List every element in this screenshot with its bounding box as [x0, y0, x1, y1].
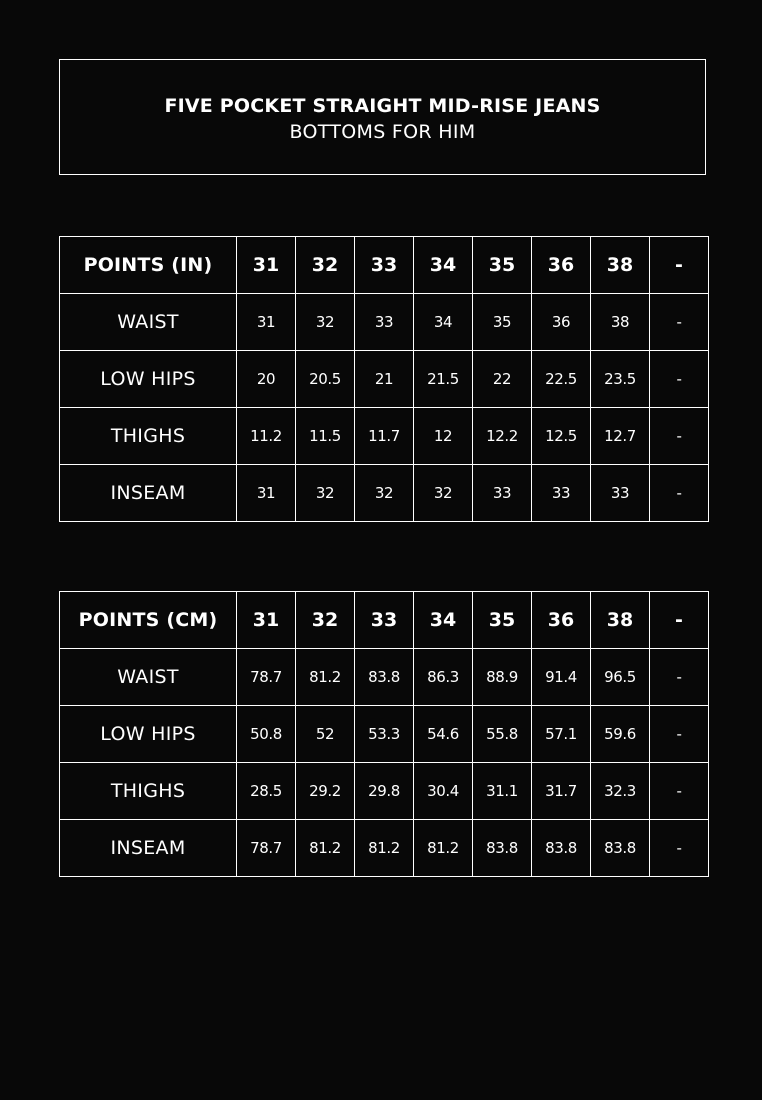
table-cell: 31.1: [473, 763, 532, 820]
size-header: 35: [473, 237, 532, 294]
table-cell: 88.9: [473, 649, 532, 706]
table-cell: 81.2: [296, 820, 355, 877]
table-cell: 91.4: [532, 649, 591, 706]
table-cell: 12.7: [591, 408, 650, 465]
size-table-centimeters: [59, 591, 709, 877]
table-cell: 81.2: [414, 820, 473, 877]
table-row: [60, 408, 709, 465]
table-cell: -: [650, 706, 709, 763]
points-header: POINTS (CM): [60, 592, 237, 649]
table-cell: 83.8: [532, 820, 591, 877]
table-cell: 38: [591, 294, 650, 351]
size-header: 38: [591, 592, 650, 649]
size-header: 38: [591, 237, 650, 294]
table-cell: 12.2: [473, 408, 532, 465]
size-table-inches: [59, 236, 709, 522]
table-cell: 31: [237, 294, 296, 351]
table-cell: -: [650, 351, 709, 408]
row-label: WAIST: [60, 649, 237, 706]
table-cell: 36: [532, 294, 591, 351]
row-label: INSEAM: [60, 465, 237, 522]
size-header: -: [650, 592, 709, 649]
table-cell: 29.8: [355, 763, 414, 820]
table-row: [60, 465, 709, 522]
table-cell: 54.6: [414, 706, 473, 763]
table-cell: 81.2: [296, 649, 355, 706]
size-header: 34: [414, 237, 473, 294]
table-row: [60, 294, 709, 351]
size-header: 34: [414, 592, 473, 649]
table-cell: 52: [296, 706, 355, 763]
product-category: BOTTOMS FOR HIM: [289, 121, 476, 143]
product-title: FIVE POCKET STRAIGHT MID-RISE JEANS: [164, 95, 601, 117]
row-label: THIGHS: [60, 408, 237, 465]
table-cell: -: [650, 820, 709, 877]
table-cell: 30.4: [414, 763, 473, 820]
size-header: 31: [237, 237, 296, 294]
size-header: -: [650, 237, 709, 294]
table-row: [60, 706, 709, 763]
table-cell: 22.5: [532, 351, 591, 408]
table-cell: 55.8: [473, 706, 532, 763]
table-cell: 20.5: [296, 351, 355, 408]
table-cell: 32: [296, 294, 355, 351]
table-row: [60, 820, 709, 877]
table-cell: 11.5: [296, 408, 355, 465]
row-label: LOW HIPS: [60, 706, 237, 763]
table-cell: 31: [237, 465, 296, 522]
size-header: 33: [355, 237, 414, 294]
table-cell: 96.5: [591, 649, 650, 706]
table-row: [60, 649, 709, 706]
table-cell: 31.7: [532, 763, 591, 820]
table-cell: 21: [355, 351, 414, 408]
table-cell: -: [650, 294, 709, 351]
table-cell: 21.5: [414, 351, 473, 408]
table-cell: 83.8: [473, 820, 532, 877]
table-cell: 20: [237, 351, 296, 408]
size-header: 35: [473, 592, 532, 649]
table-cell: 29.2: [296, 763, 355, 820]
table-cell: 23.5: [591, 351, 650, 408]
table-cell: 83.8: [591, 820, 650, 877]
table-cell: 33: [591, 465, 650, 522]
table-cell: -: [650, 763, 709, 820]
table-cell: 12: [414, 408, 473, 465]
table-cell: 22: [473, 351, 532, 408]
table-cell: 57.1: [532, 706, 591, 763]
table-cell: 11.7: [355, 408, 414, 465]
table-cell: 33: [355, 294, 414, 351]
size-header: 36: [532, 237, 591, 294]
table-cell: -: [650, 408, 709, 465]
table-row: [60, 763, 709, 820]
table-cell: 78.7: [237, 649, 296, 706]
points-header: POINTS (IN): [60, 237, 237, 294]
table-cell: 32: [414, 465, 473, 522]
table-cell: 11.2: [237, 408, 296, 465]
table-header-row: [60, 592, 709, 649]
title-box: [59, 59, 706, 175]
table-cell: 83.8: [355, 649, 414, 706]
row-label: LOW HIPS: [60, 351, 237, 408]
table-row: [60, 351, 709, 408]
table-cell: 12.5: [532, 408, 591, 465]
table-cell: 28.5: [237, 763, 296, 820]
table-header-row: [60, 237, 709, 294]
size-header: 31: [237, 592, 296, 649]
size-header: 33: [355, 592, 414, 649]
table-cell: -: [650, 465, 709, 522]
size-header: 32: [296, 237, 355, 294]
row-label: INSEAM: [60, 820, 237, 877]
size-header: 36: [532, 592, 591, 649]
table-cell: 33: [532, 465, 591, 522]
table-cell: 50.8: [237, 706, 296, 763]
table-cell: 81.2: [355, 820, 414, 877]
table-cell: 32: [296, 465, 355, 522]
table-cell: 34: [414, 294, 473, 351]
table-cell: 78.7: [237, 820, 296, 877]
table-cell: 86.3: [414, 649, 473, 706]
table-cell: 32: [355, 465, 414, 522]
table-cell: 53.3: [355, 706, 414, 763]
size-header: 32: [296, 592, 355, 649]
table-cell: 59.6: [591, 706, 650, 763]
table-cell: 33: [473, 465, 532, 522]
table-cell: 32.3: [591, 763, 650, 820]
row-label: THIGHS: [60, 763, 237, 820]
table-cell: -: [650, 649, 709, 706]
row-label: WAIST: [60, 294, 237, 351]
table-cell: 35: [473, 294, 532, 351]
